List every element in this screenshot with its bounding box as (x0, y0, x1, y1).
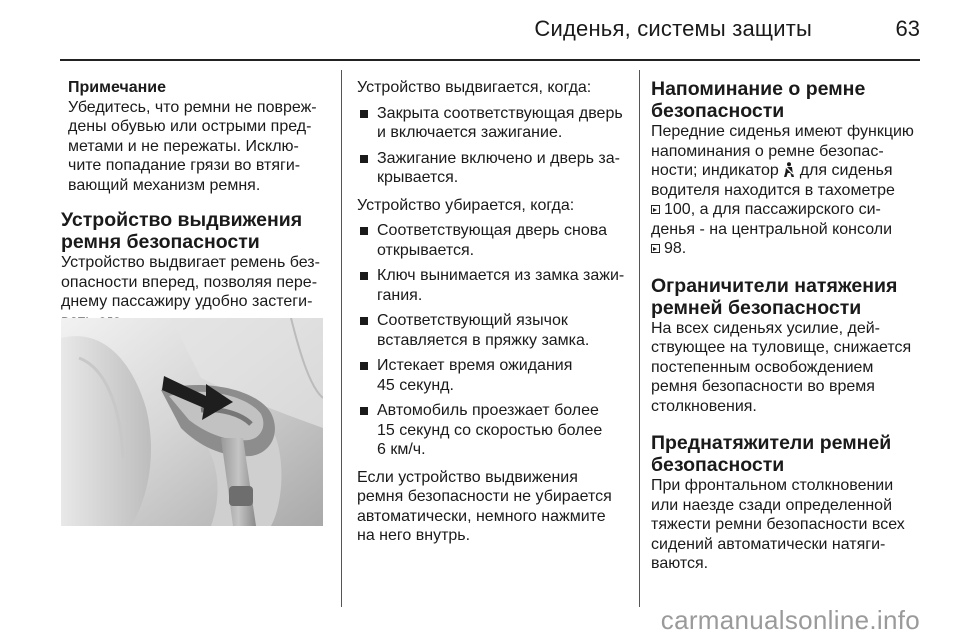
list-item-line: 15 секунд со скоростью более (377, 421, 603, 439)
body-line: на него внутрь. (357, 527, 471, 544)
body-line: ствующее на туловище, снижается (651, 339, 912, 356)
column-1 (61, 78, 333, 331)
page-header-title: Сиденья, системы защиты (534, 16, 812, 41)
extends-list (357, 104, 629, 188)
section-heading-belt-presenter (61, 209, 333, 253)
belt-presenter-illustration (61, 318, 323, 526)
list-item-line: Автомобиль проезжает более (377, 402, 599, 419)
heading-line: безопасности (651, 454, 785, 476)
body-line: При фронтальном столкновении (651, 477, 894, 494)
page-number: 63 (895, 16, 920, 41)
list-item (357, 266, 629, 305)
note-block (61, 78, 333, 195)
body-line: ваются. (651, 555, 709, 572)
body-line: автоматически, немного нажмите (357, 507, 606, 525)
list-item (357, 149, 629, 188)
body-line: опасности вперед, позволяя пере- (61, 273, 318, 291)
heading-line: ремней безопасности (651, 296, 862, 319)
note-line: дены обувью или острыми пред- (68, 118, 312, 135)
list-item-line: гания. (377, 286, 423, 304)
note-line: Убедитесь, что ремни не повреж- (68, 98, 317, 116)
heading-line: безопасности (651, 100, 785, 122)
closing-paragraph (357, 468, 629, 546)
list-item-line: Соответствующий язычок (377, 312, 568, 329)
list-item-line: Соответствующая дверь снова (377, 222, 607, 239)
retracts-intro: Устройство убирается, когда: (357, 196, 575, 214)
section-heading-reminder (651, 78, 941, 122)
extends-intro: Устройство выдвигается, когда: (357, 79, 592, 96)
body-text: 100, а для пассажирского си- (664, 201, 881, 218)
note-line: метами и не пережаты. Исклю- (68, 137, 299, 155)
body-line: напоминания о ремне безопас- (651, 142, 884, 160)
body-line: На всех сиденьях усилие, дей- (651, 319, 880, 337)
heading-line: ремня безопасности (61, 231, 260, 253)
page-reference-icon (651, 244, 660, 253)
heading-line: Устройство выдвижения (61, 209, 303, 231)
list-item (357, 221, 629, 260)
list-item-line: и включается зажигание. (377, 124, 563, 141)
header-rule (60, 59, 920, 61)
list-item-line: Зажигание включено и дверь за- (377, 149, 620, 167)
list-item-line: Закрыта соответствующая дверь (377, 104, 623, 122)
list-item-line: 6 км/ч. (377, 441, 426, 458)
seat-belt-reminder-icon (783, 162, 795, 178)
body-line: столкновения. (651, 397, 757, 415)
body-line: или наезде сзади определенной (651, 496, 893, 514)
list-item-line: Ключ вынимается из замка зажи- (377, 267, 625, 284)
note-line: чите попадание грязи во втяги- (68, 157, 301, 174)
note-line: вающий механизм ремня. (68, 176, 261, 194)
heading-line: Напоминание о ремне (651, 78, 866, 100)
list-item-line: крывается. (377, 169, 459, 186)
note-heading: Примечание (68, 79, 167, 96)
body-text: для сиденья (799, 162, 893, 179)
body-line: водителя находится в тахометре (651, 181, 895, 199)
body-line: сидений автоматически натяги- (651, 535, 886, 553)
heading-line: Преднатяжители ремней (651, 432, 892, 454)
column-divider-left (341, 70, 342, 607)
page-reference-icon (651, 205, 660, 214)
column-divider-right (639, 70, 640, 607)
retracts-list (357, 221, 629, 460)
list-item-line: открывается. (377, 241, 475, 259)
body-line: ремня безопасности во время (651, 378, 875, 395)
list-item (357, 311, 629, 350)
list-item-line: 45 секунд. (377, 376, 454, 394)
body-line: Если устройство выдвижения (357, 468, 578, 486)
body-line: ремня безопасности не убирается (357, 488, 612, 505)
body-line: тяжести ремни безопасности всех (651, 516, 905, 533)
list-item (357, 356, 629, 395)
list-item (357, 104, 629, 143)
belt-presenter-photo (61, 318, 323, 526)
body-text: ности; индикатор (651, 162, 779, 179)
watermark: carmanualsonline.info (660, 605, 920, 635)
body-line: Передние сиденья имеют функцию (651, 123, 914, 140)
body-line: постепенным освобождением (651, 358, 874, 376)
column-3 (651, 78, 941, 574)
list-item-line: вставляется в пряжку замка. (377, 331, 590, 349)
list-item-line: Истекает время ожидания (377, 357, 573, 374)
body-line-with-ref (651, 239, 941, 259)
body-line-with-ref (651, 200, 941, 220)
body-line-with-icon (651, 161, 941, 181)
column-2 (357, 78, 629, 546)
body-line: денья - на центральной консоли (651, 220, 893, 238)
section-heading-pretensioners (651, 432, 941, 476)
list-item (357, 401, 629, 460)
body-text: 98. (664, 240, 687, 257)
body-line: Устройство выдвигает ремень без- (61, 254, 320, 271)
body-line: днему пассажиру удобно застеги- (61, 293, 313, 310)
section-heading-load-limiters (651, 275, 941, 319)
heading-line: Ограничители натяжения (651, 274, 898, 297)
